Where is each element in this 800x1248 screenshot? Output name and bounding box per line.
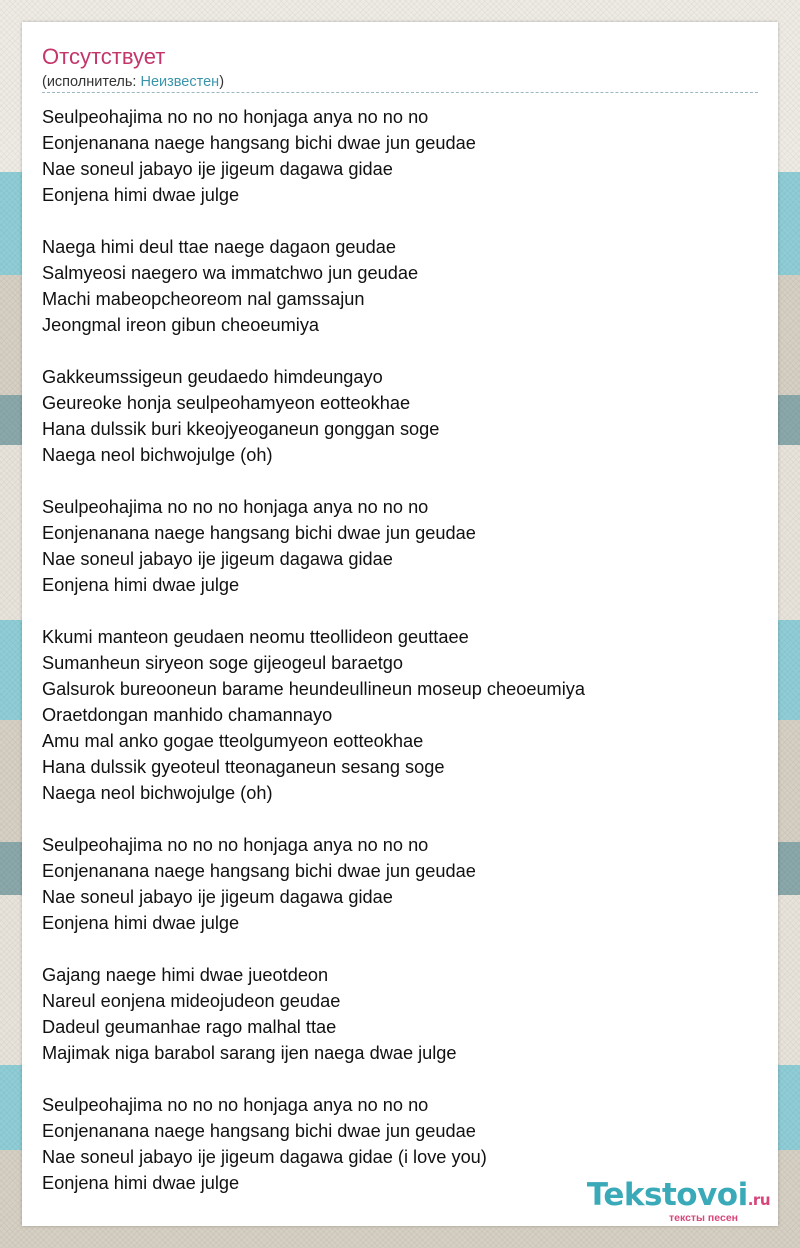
lyric-line: Seulpeohajima no no no honjaga anya no no no [42, 497, 429, 517]
lyric-line: Naega neol bichwojulge (oh) [42, 783, 273, 803]
lyrics-stanza [42, 494, 585, 598]
lyric-line: Nae soneul jabayo ije jigeum dagawa gidae [42, 887, 393, 907]
lyric-line: Nareul eonjena mideojudeon geudae [42, 991, 341, 1011]
logo-tld: .ru [747, 1191, 770, 1209]
lyrics-stanza [42, 104, 585, 208]
lyric-line: Gajang naege himi dwae jueotdeon [42, 965, 329, 985]
lyric-line: Eonjenanana naege hangsang bichi dwae jun geudae [42, 861, 476, 881]
lyric-line: Dadeul geumanhae rago malhal ttae [42, 1017, 337, 1037]
lyric-line: Eonjena himi dwae julge [42, 575, 240, 595]
lyric-line: Eonjena himi dwae julge [42, 185, 240, 205]
lyric-line: Hana dulssik buri kkeojyeoganeun gonggan soge [42, 419, 440, 439]
site-logo[interactable] [587, 1178, 770, 1224]
logo-name: Tekstovoi [586, 1177, 748, 1213]
lyric-line: Oraetdongan manhido chamannayo [42, 705, 333, 725]
lyric-line: Seulpeohajima no no no honjaga anya no no no [42, 1095, 429, 1115]
lyric-line: Eonjenanana naege hangsang bichi dwae jun geudae [42, 133, 476, 153]
lyric-line: Eonjena himi dwae julge [42, 913, 240, 933]
lyric-line: Seulpeohajima no no no honjaga anya no no no [42, 835, 429, 855]
lyric-line: Nae soneul jabayo ije jigeum dagawa gidae [42, 549, 393, 569]
lyric-line: Naega himi deul ttae naege dagaon geudae [42, 237, 396, 257]
lyrics-stanza [42, 364, 585, 468]
lyric-line: Gakkeumssigeun geudaedo himdeungayo [42, 367, 383, 387]
lyric-line: Sumanheun siryeon soge gijeogeul baraetgo [42, 653, 403, 673]
lyric-line: Eonjenanana naege hangsang bichi dwae jun geudae [42, 1121, 476, 1141]
lyrics-text [42, 104, 585, 1222]
lyric-line: Naega neol bichwojulge (oh) [42, 445, 273, 465]
artist-link[interactable]: Неизвестен [140, 74, 220, 90]
lyrics-stanza [42, 962, 585, 1066]
lyric-line: Galsurok bureooneun barame heundeullineun moseup cheoeumiya [42, 679, 585, 699]
lyric-line: Nae soneul jabayo ije jigeum dagawa gidae [42, 159, 393, 179]
lyric-line: Salmyeosi naegero wa immatchwo jun geudae [42, 263, 419, 283]
lyric-line: Eonjenanana naege hangsang bichi dwae jun geudae [42, 523, 476, 543]
lyric-line: Majimak niga barabol sarang ijen naega dwae julge [42, 1043, 457, 1063]
lyric-line: Seulpeohajima no no no honjaga anya no no no [42, 107, 429, 127]
lyric-line: Jeongmal ireon gibun cheoeumiya [42, 315, 320, 335]
lyric-line: Kkumi manteon geudaen neomu tteollideon geuttaee [42, 627, 469, 647]
logo-tagline: тексты песен [668, 1212, 738, 1224]
lyric-line: Hana dulssik gyeoteul tteonaganeun sesang soge [42, 757, 445, 777]
lyric-line: Machi mabeopcheoreom nal gamssajun [42, 289, 365, 309]
lyric-line: Nae soneul jabayo ije jigeum dagawa gidae (i love you) [42, 1147, 487, 1167]
lyrics-stanza [42, 624, 585, 806]
lyrics-card [22, 22, 778, 1226]
artist-suffix: ) [219, 74, 225, 90]
artist-prefix: (исполнитель: [42, 74, 141, 90]
lyric-line: Geureoke honja seulpeohamyeon eotteokhae [42, 393, 411, 413]
lyric-line: Amu mal anko gogae tteolgumyeon eotteokhae [42, 731, 424, 751]
lyrics-stanza [42, 832, 585, 936]
lyrics-stanza [42, 1092, 585, 1196]
lyric-line: Eonjena himi dwae julge [42, 1173, 240, 1193]
lyrics-stanza [42, 234, 585, 338]
artist-line [42, 73, 758, 93]
song-title: Отсутствует [42, 44, 166, 69]
